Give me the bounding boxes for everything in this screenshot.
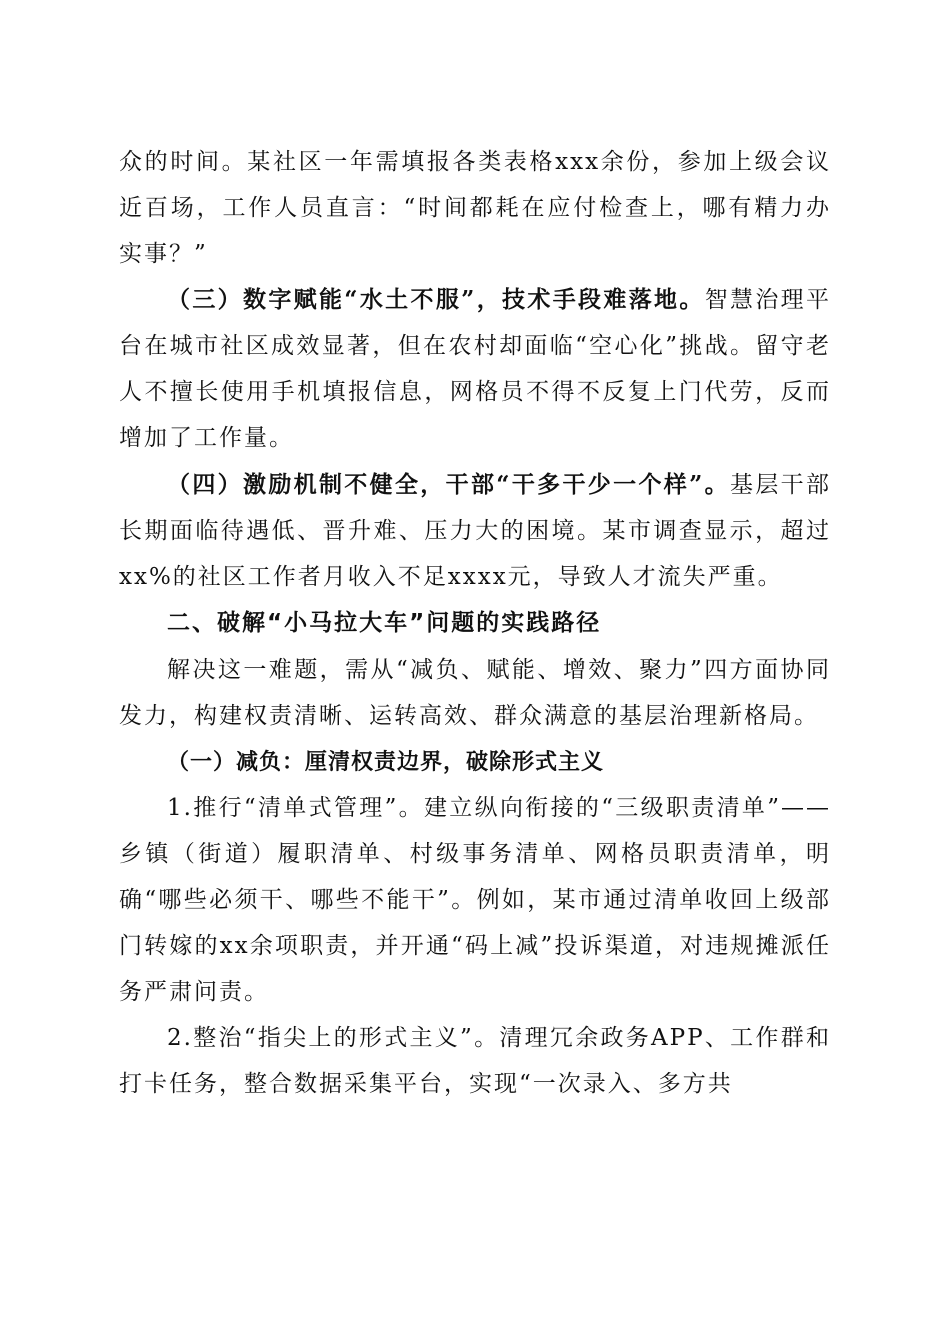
- subheading-reduce-burden: [119, 739, 831, 785]
- paragraph-intro: [119, 647, 831, 739]
- section-four-text: 基层干部长期面临待遇低、晋升难、压力大的困境。某市调查显示，超过xx%的社区工作者月收入不足xxxx元，导致人才流失严重。: [119, 472, 831, 590]
- list-item-2-text: 2.整治“指尖上的形式主义”。清理冗余政务APP、工作群和打卡任务，整合数据采集平台，实现“一次录入、多方共: [119, 1025, 831, 1097]
- paragraph-list-item-2: [119, 1015, 831, 1107]
- section-four-lead: （四）激励机制不健全，干部“干多干少一个样”。: [167, 471, 731, 498]
- subheading-text: （一）减负：厘清权责边界，破除形式主义: [167, 749, 605, 775]
- paragraph-list-item-1: [119, 785, 831, 1015]
- section-heading-text: 二、破解“小马拉大车”问题的实践路径: [167, 610, 602, 636]
- intro-text: 解决这一难题，需从“减负、赋能、增效、聚力”四方面协同发力，构建权责清晰、运转高效、群众满意的基层治理新格局。: [119, 657, 831, 729]
- paragraph-text: 众的时间。某社区一年需填报各类表格xxx余份，参加上级会议近百场，工作人员直言：“时间都耗在应付检查上，哪有精力办实事？”: [119, 149, 831, 267]
- document-page: [119, 0, 831, 1344]
- list-item-1-text: 1.推行“清单式管理”。建立纵向衔接的“三级职责清单”——乡镇（街道）履职清单、村级事务清单、网格员职责清单，明确“哪些必须干、哪些不能干”。例如，某市通过清单收回上级部门转嫁的xx余项职责，并开通“码上减”投诉渠道，对违规摊派任务严肃问责。: [119, 795, 831, 1005]
- section-heading-two: [119, 600, 831, 646]
- paragraph-section-three: [119, 277, 831, 461]
- paragraph-continuation: [119, 139, 831, 277]
- section-three-lead: （三）数字赋能“水土不服”，技术手段难落地。: [167, 286, 705, 313]
- paragraph-section-four: [119, 462, 831, 600]
- section-three-text: 智慧治理平台在城市社区成效显著，但在农村却面临“空心化”挑战。留守老人不擅长使用手机填报信息，网格员不得不反复上门代劳，反而增加了工作量。: [119, 287, 831, 451]
